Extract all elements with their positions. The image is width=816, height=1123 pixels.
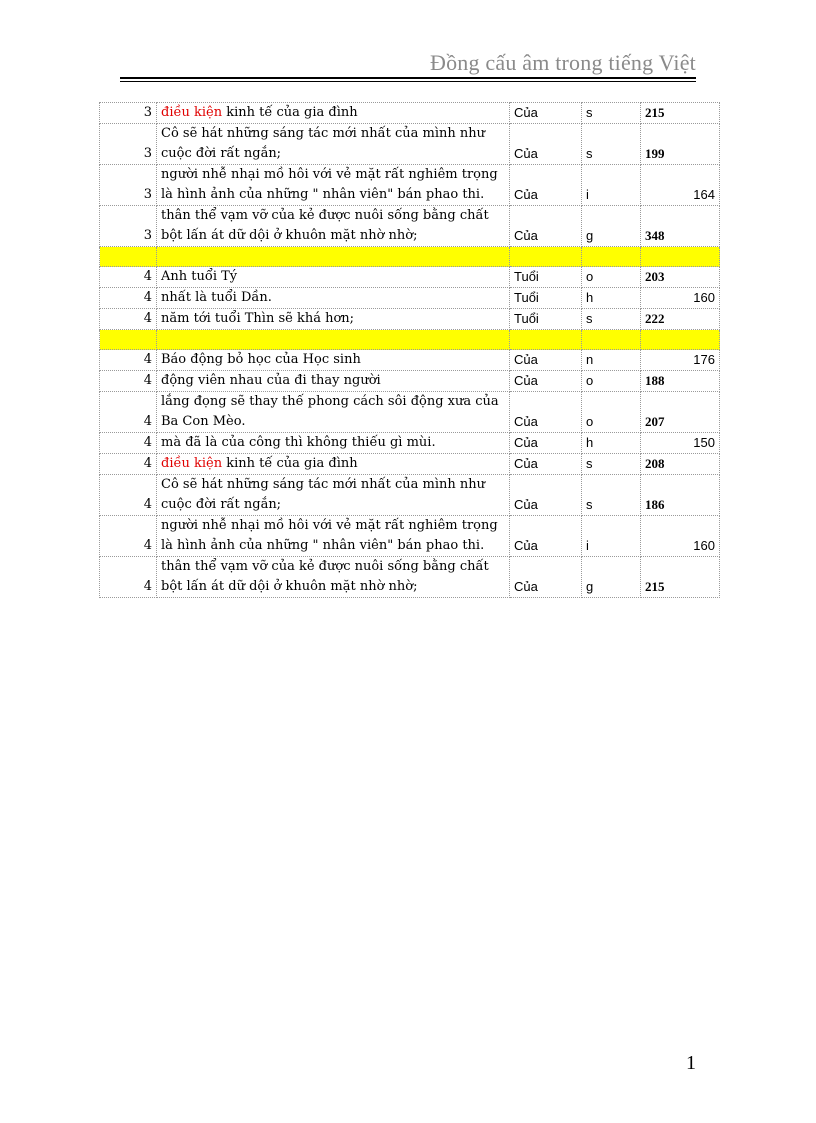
sentence-cell (157, 371, 510, 392)
separator-cell (157, 330, 510, 350)
table-row (100, 371, 720, 392)
value-right-cell: 160 (641, 288, 720, 309)
highlighted-phrase: điều kiện (161, 105, 223, 120)
separator-row (100, 247, 720, 267)
letter-cell: s (582, 124, 641, 165)
table-row (100, 206, 720, 247)
word-cell: Tuổi (510, 288, 582, 309)
highlighted-phrase: điều kiện (161, 456, 223, 471)
table-row (100, 288, 720, 309)
letter-cell: i (582, 165, 641, 206)
sentence-cell (157, 350, 510, 371)
sentence-cell (157, 433, 510, 454)
table-row (100, 433, 720, 454)
letter-cell: i (582, 516, 641, 557)
sentence-cell (157, 454, 510, 475)
word-cell: Của (510, 165, 582, 206)
sentence-text: kinh tế của gia đình (222, 456, 358, 471)
sentence-text: Cô sẽ hát những sáng tác mới nhất của mình như cuộc đời rất ngắn; (161, 126, 485, 161)
word-cell: Tuổi (510, 309, 582, 330)
sentence-cell (157, 516, 510, 557)
letter-cell: n (582, 350, 641, 371)
letter-cell: h (582, 433, 641, 454)
word-cell: Tuổi (510, 267, 582, 288)
table-row (100, 516, 720, 557)
group-number-cell: 4 (100, 516, 157, 557)
sentence-cell (157, 267, 510, 288)
sentence-text: người nhễ nhại mồ hôi với vẻ mặt rất nghiêm trọng là hình ảnh của những " nhân viên" bán phao thi. (161, 518, 498, 553)
word-cell: Của (510, 516, 582, 557)
letter-cell: s (582, 103, 641, 124)
value-right-cell: 176 (641, 350, 720, 371)
table-row (100, 557, 720, 598)
value-bold-cell: 199 (641, 124, 720, 165)
header-rule-thin (120, 81, 696, 82)
sentence-text: thân thể vạm vỡ của kẻ được nuôi sống bằng chất bột lấn át dữ dội ở khuôn mặt nhờ nhờ; (161, 559, 489, 594)
letter-cell: o (582, 392, 641, 433)
sentence-text: Báo động bỏ học của Học sinh (161, 352, 361, 367)
value-bold-cell: 215 (641, 103, 720, 124)
separator-cell (100, 330, 157, 350)
value-bold-cell: 207 (641, 392, 720, 433)
letter-cell: o (582, 267, 641, 288)
letter-cell: s (582, 475, 641, 516)
word-cell: Của (510, 433, 582, 454)
group-number-cell: 4 (100, 371, 157, 392)
page-number: 1 (686, 1052, 696, 1074)
word-cell: Của (510, 371, 582, 392)
word-cell: Của (510, 350, 582, 371)
data-table (99, 102, 720, 598)
letter-cell: h (582, 288, 641, 309)
group-number-cell: 4 (100, 392, 157, 433)
sentence-text: kinh tế của gia đình (222, 105, 358, 120)
value-bold-cell: 222 (641, 309, 720, 330)
group-number-cell: 3 (100, 206, 157, 247)
sentence-text: Anh tuổi Tý (161, 269, 238, 284)
separator-cell (641, 330, 720, 350)
separator-cell (641, 247, 720, 267)
table-row (100, 392, 720, 433)
group-number-cell: 3 (100, 124, 157, 165)
table-row (100, 350, 720, 371)
sentence-cell (157, 288, 510, 309)
separator-cell (582, 247, 641, 267)
letter-cell: s (582, 309, 641, 330)
value-bold-cell: 188 (641, 371, 720, 392)
table-row (100, 124, 720, 165)
letter-cell: g (582, 206, 641, 247)
group-number-cell: 4 (100, 267, 157, 288)
group-number-cell: 3 (100, 103, 157, 124)
letter-cell: g (582, 557, 641, 598)
group-number-cell: 4 (100, 454, 157, 475)
word-cell: Của (510, 206, 582, 247)
table-row (100, 267, 720, 288)
word-cell: Của (510, 124, 582, 165)
group-number-cell: 4 (100, 475, 157, 516)
sentence-text: nhất là tuổi Dần. (161, 290, 272, 305)
separator-row (100, 330, 720, 350)
page-header-title: Đồng cấu âm trong tiếng Việt (430, 50, 696, 75)
sentence-text: lắng đọng sẽ thay thế phong cách sôi động xưa của Ba Con Mèo. (161, 394, 499, 429)
sentence-text: người nhễ nhại mồ hôi với vẻ mặt rất nghiêm trọng là hình ảnh của những " nhân viên" bán phao thi. (161, 167, 498, 202)
word-cell: Của (510, 475, 582, 516)
value-right-cell: 150 (641, 433, 720, 454)
sentence-text: mà đã là của công thì không thiếu gì mùi. (161, 435, 436, 450)
separator-cell (510, 247, 582, 267)
value-bold-cell: 208 (641, 454, 720, 475)
sentence-cell (157, 206, 510, 247)
sentence-cell (157, 309, 510, 330)
group-number-cell: 4 (100, 350, 157, 371)
table-row (100, 103, 720, 124)
table-row (100, 309, 720, 330)
word-cell: Của (510, 103, 582, 124)
letter-cell: s (582, 454, 641, 475)
sentence-text: Cô sẽ hát những sáng tác mới nhất của mình như cuộc đời rất ngắn; (161, 477, 485, 512)
sentence-cell (157, 124, 510, 165)
group-number-cell: 3 (100, 165, 157, 206)
group-number-cell: 4 (100, 288, 157, 309)
group-number-cell: 4 (100, 433, 157, 454)
separator-cell (510, 330, 582, 350)
word-cell: Của (510, 392, 582, 433)
sentence-text: năm tới tuổi Thìn sẽ khá hơn; (161, 311, 355, 326)
sentence-cell (157, 103, 510, 124)
sentence-cell (157, 557, 510, 598)
separator-cell (582, 330, 641, 350)
table-row (100, 454, 720, 475)
value-bold-cell: 203 (641, 267, 720, 288)
table-row (100, 165, 720, 206)
value-bold-cell: 186 (641, 475, 720, 516)
letter-cell: o (582, 371, 641, 392)
header-rule-thick (120, 77, 696, 79)
value-right-cell: 160 (641, 516, 720, 557)
value-bold-cell: 348 (641, 206, 720, 247)
word-cell: Của (510, 454, 582, 475)
separator-cell (157, 247, 510, 267)
sentence-text: thân thể vạm vỡ của kẻ được nuôi sống bằng chất bột lấn át dữ dội ở khuôn mặt nhờ nhờ; (161, 208, 489, 243)
value-right-cell: 164 (641, 165, 720, 206)
table-row (100, 475, 720, 516)
sentence-cell (157, 165, 510, 206)
group-number-cell: 4 (100, 557, 157, 598)
separator-cell (100, 247, 157, 267)
sentence-text: động viên nhau của đi thay người (161, 373, 381, 388)
sentence-cell (157, 392, 510, 433)
word-cell: Của (510, 557, 582, 598)
sentence-cell (157, 475, 510, 516)
table-body (100, 103, 720, 598)
group-number-cell: 4 (100, 309, 157, 330)
value-bold-cell: 215 (641, 557, 720, 598)
